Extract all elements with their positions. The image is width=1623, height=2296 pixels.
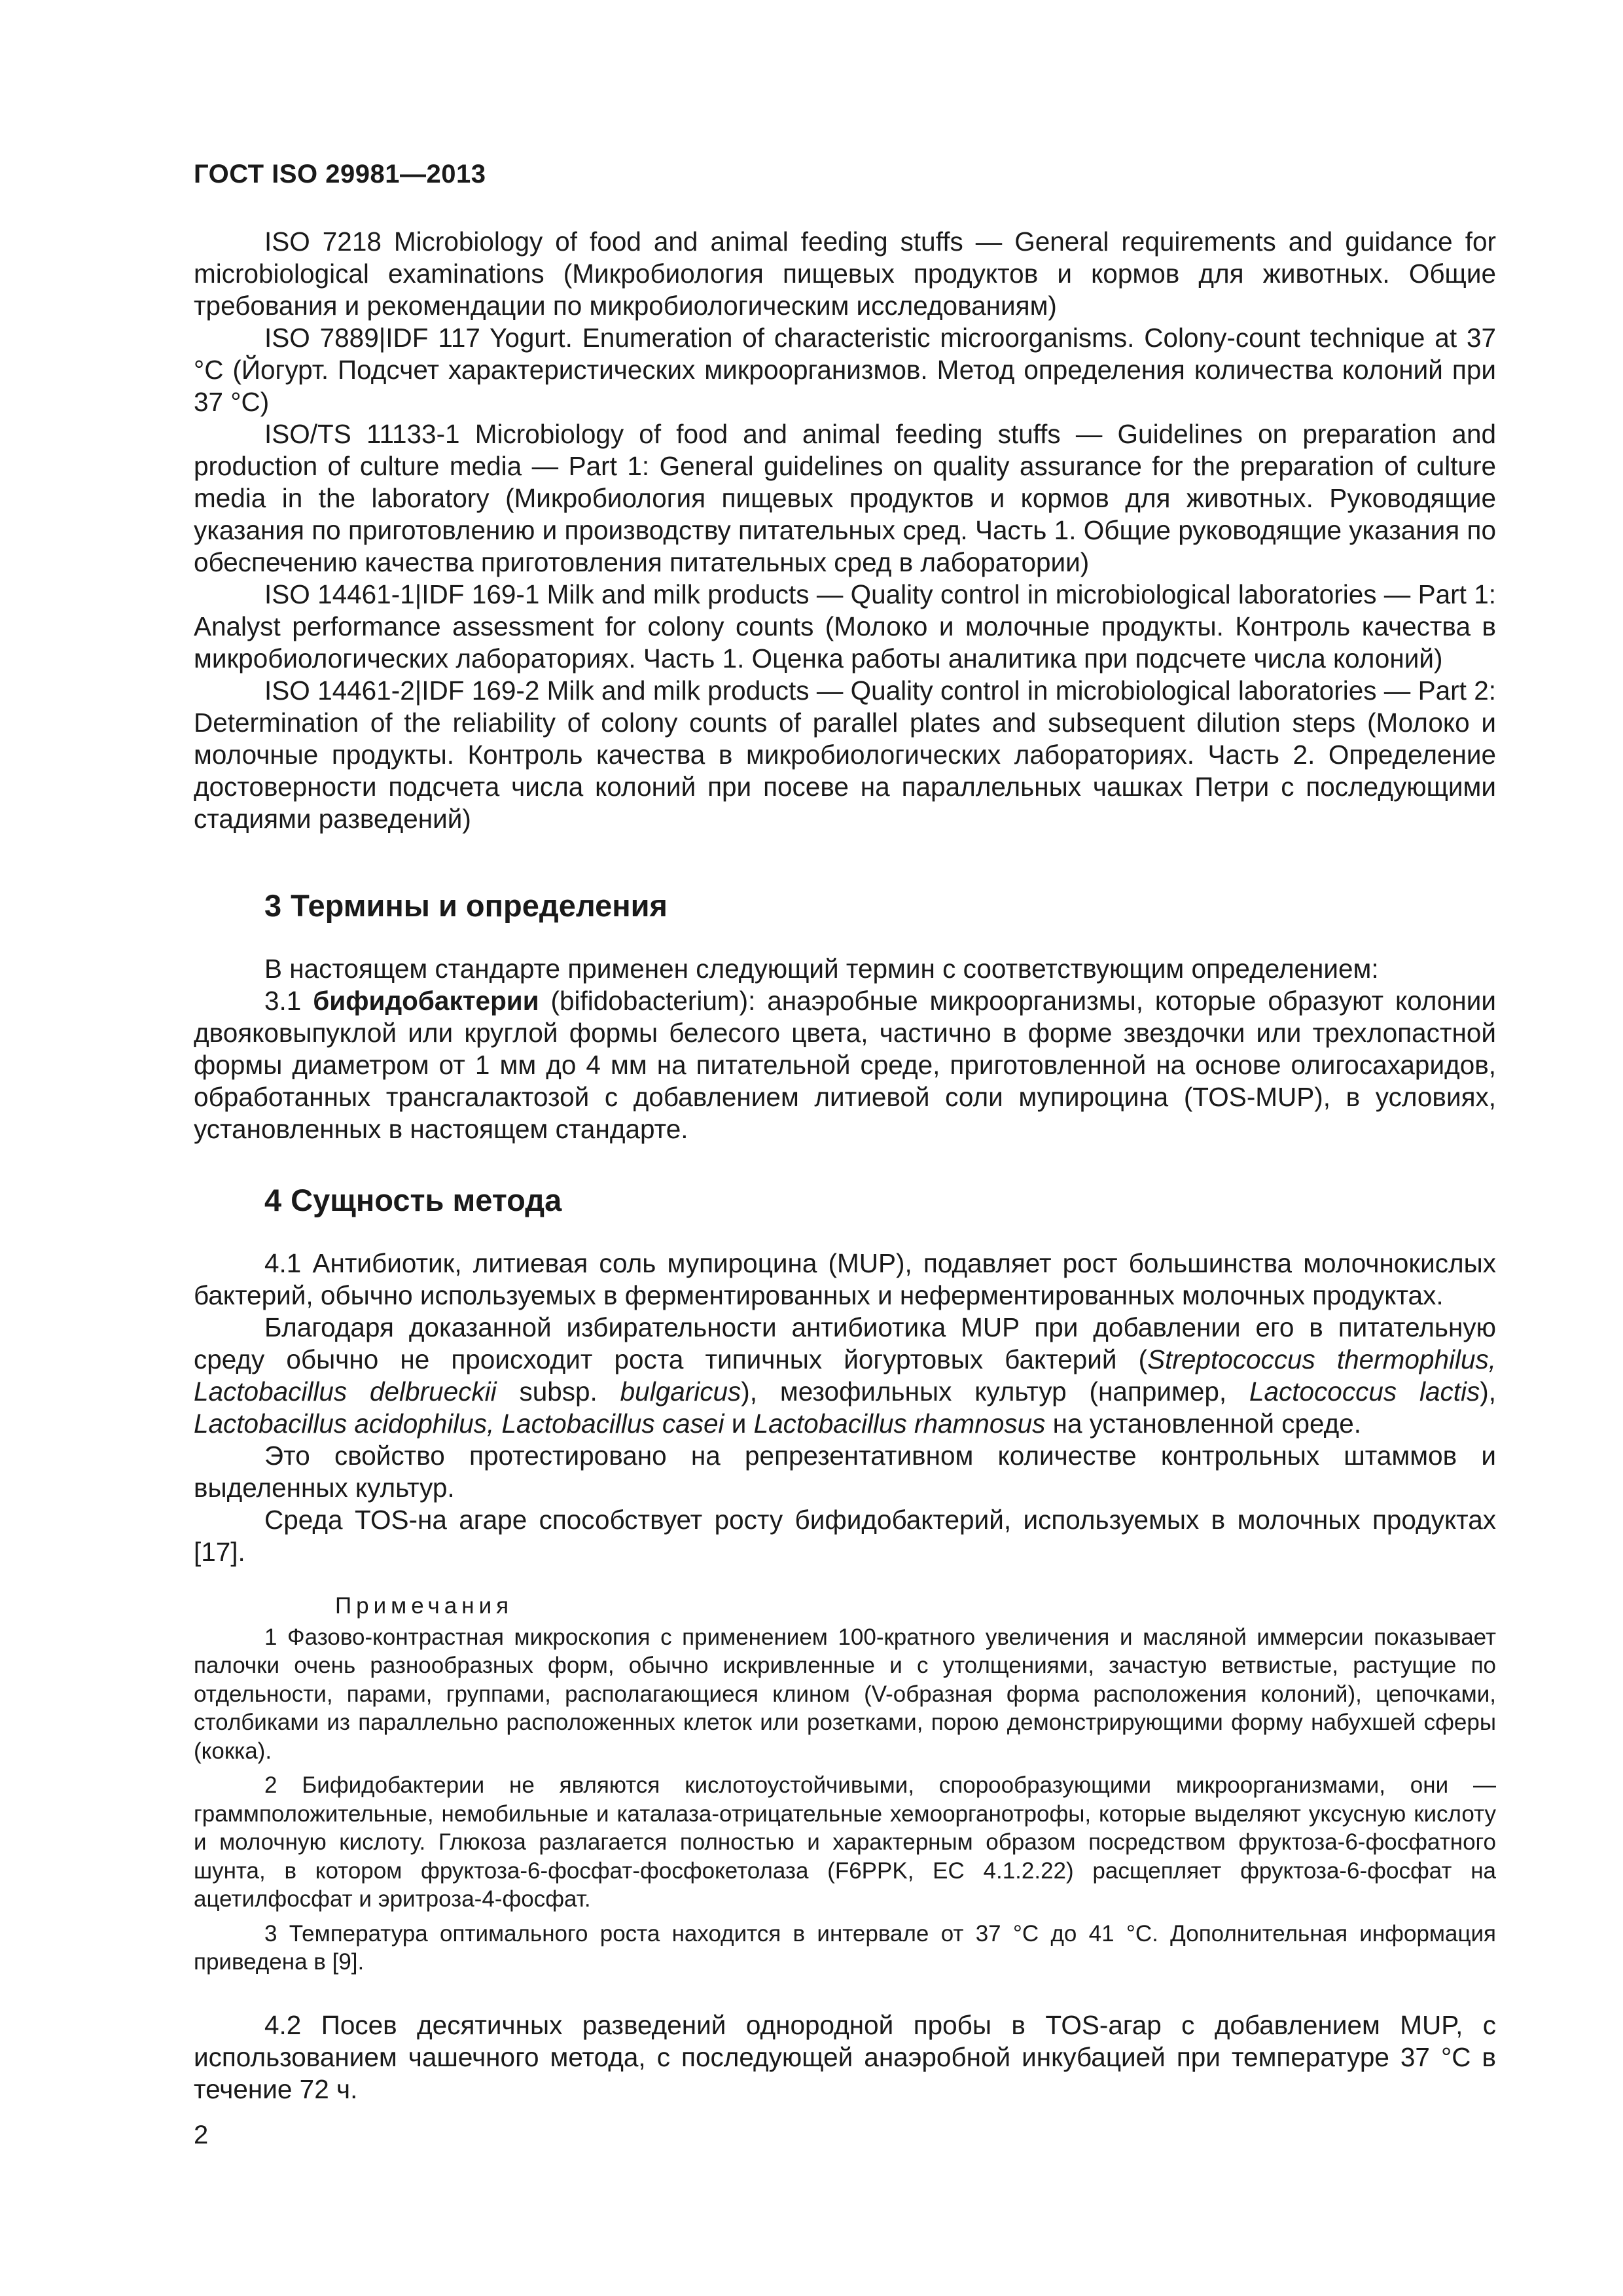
section-4-paragraph-3: Это свойство протестировано на репрезентативном количестве контрольных штаммов и выделенных культур. [194,1441,1496,1503]
text-run: и [724,1408,754,1439]
note-item: 3 Температура оптимального роста находится в интервале от 37 °С до 41 °С. Дополнительная информация приведена в [9]. [194,1920,1496,1975]
section-4-number: 4 [264,1183,282,1217]
section-4-title: Сущность метода [291,1183,562,1217]
reference-item: ISO 14461-2|IDF 169-2 Milk and milk products — Quality control in microbiological laboratories — Part 2: Determination of the reliability of colony counts of parallel plates and subsequent dilution steps (Молоко и молочные продукты. Контроль качества в микробиологических лабораториях. Часть 2. Определение достоверности подсчета числа колоний при посеве на параллельных чашках Петри с последующими стадиями разведений) [194,675,1496,834]
species-name: Lactococcus lactis [1249,1376,1480,1407]
section-4-paragraph-2 [194,1312,1496,1440]
text-run: (bifidobacterium): анаэробные микроорганизмы, которые образуют колонии двояковыпуклой или круглой формы белесого цвета, частично в форме звездочки или трехлопастной формы диаметром от 1 мм до 4 мм на питательной среде, приготовленной на основе олигосахаридов, обработанных трансгалактозой с добавлением литиевой соли мупироцина (TOS-MUP), в условиях, установленных в настоящем стандарте. [194,986,1496,1144]
reference-item: ISO 7889|IDF 117 Yogurt. Enumeration of characteristic microorganisms. Colony-count technique at 37 °С (Йогурт. Подсчет характеристических микроорганизмов. Метод определения количества колоний при 37 °С) [194,323,1496,417]
species-name: Streptococcus thermophilus, Lactobacillus delbrueckii [194,1344,1496,1407]
text-run: subsp. [496,1376,620,1407]
section-4-heading [264,1182,562,1218]
species-name: Lactobacillus acidophilus, Lactobacillus casei [194,1408,724,1439]
text-run: 3.1 [264,986,313,1016]
reference-item: ISO 14461-1|IDF 169-1 Milk and milk products — Quality control in microbiological laboratories — Part 1: Analyst performance assessment for colony counts (Молоко и молочные продукты. Контроль качества в микробиологических лабораториях. Часть 1. Оценка работы аналитика при подсчете числа колоний) [194,579,1496,673]
section-3-number: 3 [264,888,282,923]
notes-block [194,1592,1496,1982]
normative-references-list [194,226,1496,835]
section-3-body [194,953,1496,1145]
term-definition [194,985,1496,1145]
bold-term: бифидобактерии [313,986,539,1016]
text-run: ), мезофильных культур (например, [741,1376,1249,1407]
section-3-intro: В настоящем стандарте применен следующий термин с соответствующим определением: [264,954,1379,984]
notes-title: Примечания [335,1593,514,1619]
section-4-2-paragraph: 4.2 Посев десятичных разведений однородной пробы в TOS-агар с добавлением MUP, с использованием чашечного метода, с последующей анаэробной инкубацией при температуре 37 °С в течение 72 ч. [194,2010,1496,2104]
section-3-heading [264,888,668,924]
section-4-paragraph-1: 4.1 Антибиотик, литиевая соль мупироцина (MUP), подавляет рост большинства молочнокислых бактерий, обычно используемых в ферментированных и неферментированных молочных продуктах. [194,1248,1496,1310]
text-run: на установленной среде. [1045,1408,1362,1439]
section-4-paragraph-4: Среда TOS-на агаре способствует росту бифидобактерий, используемых в молочных продуктах [17]. [194,1505,1496,1567]
note-item: 1 Фазово-контрастная микроскопия с применением 100-кратного увеличения и масляной иммерсии показывает палочки очень разнообразных форм, обычно искривленные и с утолщениями, зачастую ветвистые, растущие по отдельности, парами, группами, располагающиеся клином (V-образная форма расположения колоний), цепочками, столбиками из параллельно расположенных клеток или розетками, порою демонстрирующими форму набухшей сферы (кокка). [194,1624,1496,1764]
section-4-2 [194,2009,1496,2106]
section-4-body [194,1247,1496,1568]
species-name: Lactobacillus rhamnosus [753,1408,1046,1439]
text-run: ), [1480,1376,1496,1407]
document-page [194,0,1496,2296]
species-name: bulgaricus [620,1376,741,1407]
document-header: ГОСТ ISO 29981—2013 [194,160,486,188]
note-item: 2 Бифидобактерии не являются кислотоустойчивыми, спорообразующими микроорганизмами, они — граммположительные, немобильные и каталаза-отрицательные хемоорганотрофы, которые выделяют уксусную кислоту и молочную кислоту. Глюкоза разлагается полностью и характерным образом посредством фруктоза-6-фосфатного шунта, в котором фруктоза-6-фосфат-фосфокетолаза (F6PPK, ЕС 4.1.2.22) расщепляет фруктоза-6-фосфат на ацетилфосфат и эритроза-4-фосфат. [194,1772,1496,1912]
text-run: Благодаря доказанной избирательности антибиотика MUP при добавлении его в питательную среду обычно не происходит роста типичных йогуртовых бактерий ( [194,1312,1496,1374]
reference-item: ISO 7218 Microbiology of food and animal feeding stuffs — General requirements and guidance for microbiological examinations (Микробиология пищевых продуктов и кормов для животных. Общие требования и рекомендации по микробиологическим исследованиям) [194,226,1496,321]
section-3-title: Термины и определения [291,888,668,923]
reference-item: ISO/TS 11133-1 Microbiology of food and animal feeding stuffs — Guidelines on preparation and production of culture media — Part 1: General guidelines on quality assurance for the preparation of culture media in the laboratory (Микробиология пищевых продуктов и кормов для животных. Руководящие указания по приготовлению и производству питательных сред. Часть 1. Общие руководящие указания по обеспечению качества приготовления питательных сред в лаборатории) [194,419,1496,577]
page-number: 2 [194,2121,209,2149]
